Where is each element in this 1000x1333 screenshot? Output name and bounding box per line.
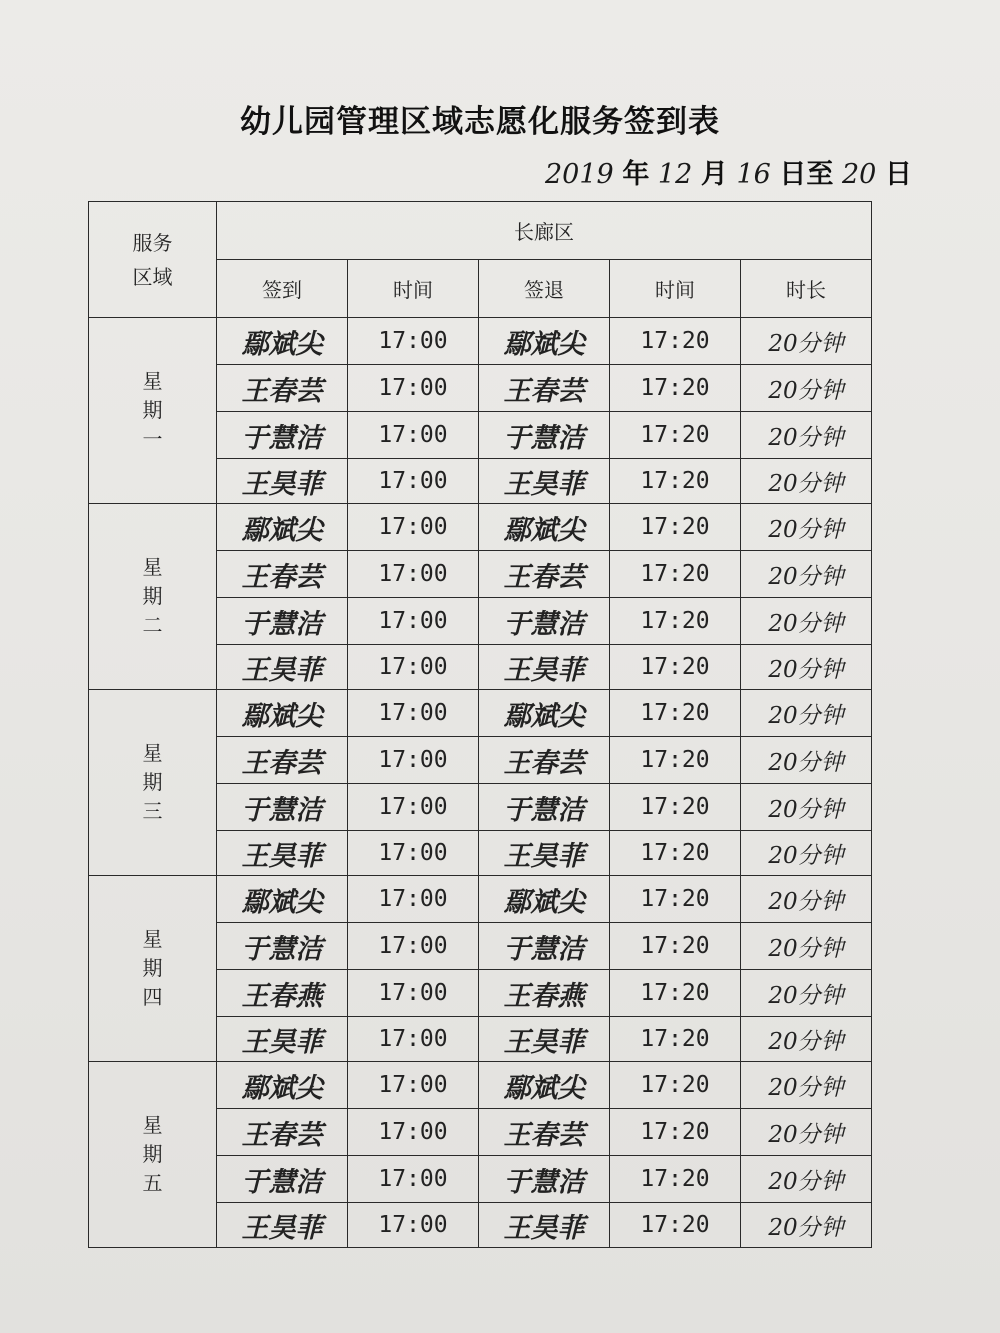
sign-out-name: 王春芸 <box>479 365 610 412</box>
sign-out-time: 17:20 <box>610 1156 741 1203</box>
day-label-char: 星 <box>142 1113 163 1137</box>
sign-in-name: 鄢斌尖 <box>217 1062 348 1109</box>
sign-out-time: 17:20 <box>610 831 741 876</box>
sign-out-time: 17:20 <box>610 1017 741 1062</box>
date-start-day: 16 <box>736 159 771 190</box>
sign-in-time: 17:00 <box>348 598 479 645</box>
duration: 20分钟 <box>741 1203 872 1248</box>
sign-in-time: 17:00 <box>348 784 479 831</box>
sign-out-name: 王昊菲 <box>479 1203 610 1248</box>
sign-out-name: 鄢斌尖 <box>479 504 610 551</box>
date-range <box>545 152 912 196</box>
sign-in-time: 17:00 <box>348 1017 479 1062</box>
duration: 20分钟 <box>741 923 872 970</box>
zone-label-line1: 服务 <box>132 230 173 255</box>
sign-out-name: 王春芸 <box>479 551 610 598</box>
day-label-char: 期 <box>142 770 163 794</box>
duration: 20分钟 <box>741 690 872 737</box>
sign-out-name: 王昊菲 <box>479 831 610 876</box>
sign-out-time: 17:20 <box>610 784 741 831</box>
duration: 20分钟 <box>741 645 872 690</box>
sign-out-time: 17:20 <box>610 1203 741 1248</box>
duration: 20分钟 <box>741 1017 872 1062</box>
sign-out-name: 鄢斌尖 <box>479 1062 610 1109</box>
col-header-sign-out: 签退 <box>479 260 610 318</box>
sign-out-time: 17:20 <box>610 551 741 598</box>
sign-in-name: 鄢斌尖 <box>217 690 348 737</box>
duration: 20分钟 <box>741 365 872 412</box>
duration: 20分钟 <box>741 504 872 551</box>
sign-in-name: 王昊菲 <box>217 1203 348 1248</box>
sign-in-name: 王昊菲 <box>217 645 348 690</box>
duration: 20分钟 <box>741 318 872 365</box>
date-month: 12 <box>657 159 693 190</box>
sign-in-name: 王春芸 <box>217 1109 348 1156</box>
sign-in-time: 17:00 <box>348 504 479 551</box>
sign-out-name: 王春芸 <box>479 1109 610 1156</box>
day-label-char: 星 <box>142 555 163 579</box>
sign-out-name: 王春芸 <box>479 737 610 784</box>
day-label <box>89 318 217 504</box>
sign-in-name: 于慧洁 <box>217 412 348 459</box>
day-label-char: 五 <box>142 1171 163 1195</box>
day-label <box>89 690 217 876</box>
sign-in-time: 17:00 <box>348 1109 479 1156</box>
sign-out-time: 17:20 <box>610 923 741 970</box>
sign-in-time: 17:00 <box>348 412 479 459</box>
sign-out-time: 17:20 <box>610 1109 741 1156</box>
zone-label-line2: 区域 <box>132 264 173 289</box>
day-label-char: 星 <box>142 369 163 393</box>
sign-out-name: 王昊菲 <box>479 459 610 504</box>
sign-in-name: 于慧洁 <box>217 598 348 645</box>
area-header: 长廊区 <box>217 202 872 260</box>
sign-out-time: 17:20 <box>610 412 741 459</box>
sign-in-time: 17:00 <box>348 1156 479 1203</box>
date-end-day: 20 <box>842 159 877 190</box>
col-header-sign-in: 签到 <box>217 260 348 318</box>
sign-in-time: 17:00 <box>348 459 479 504</box>
sign-in-name: 王春芸 <box>217 737 348 784</box>
duration: 20分钟 <box>741 737 872 784</box>
day-label-char: 期 <box>142 1142 163 1166</box>
duration: 20分钟 <box>741 598 872 645</box>
sign-out-time: 17:20 <box>610 645 741 690</box>
sign-in-name: 鄢斌尖 <box>217 318 348 365</box>
day-label-char: 星 <box>142 741 163 765</box>
date-year: 2019 <box>545 159 614 190</box>
day-label-char: 四 <box>142 985 163 1009</box>
day-label-char: 期 <box>142 398 163 422</box>
sign-out-name: 王春燕 <box>479 970 610 1017</box>
day-label-char: 一 <box>142 427 163 451</box>
sign-in-time: 17:00 <box>348 318 479 365</box>
col-header-duration: 时长 <box>741 260 872 318</box>
sign-out-name: 鄢斌尖 <box>479 690 610 737</box>
date-end-suffix: 日 <box>884 159 912 190</box>
sign-in-time: 17:00 <box>348 923 479 970</box>
sign-out-time: 17:20 <box>610 318 741 365</box>
sign-in-name: 于慧洁 <box>217 923 348 970</box>
date-range-word: 日至 <box>779 159 834 190</box>
duration: 20分钟 <box>741 831 872 876</box>
day-label <box>89 504 217 690</box>
sign-out-time: 17:20 <box>610 459 741 504</box>
duration: 20分钟 <box>741 1156 872 1203</box>
sign-in-name: 王昊菲 <box>217 831 348 876</box>
sign-in-time: 17:00 <box>348 737 479 784</box>
day-label-char: 期 <box>142 956 163 980</box>
table-row <box>89 876 872 923</box>
sign-out-name: 于慧洁 <box>479 412 610 459</box>
sign-in-name: 鄢斌尖 <box>217 504 348 551</box>
sign-out-name: 王昊菲 <box>479 645 610 690</box>
sign-in-name: 王昊菲 <box>217 1017 348 1062</box>
sign-in-time: 17:00 <box>348 970 479 1017</box>
table-body <box>89 318 872 1248</box>
sign-in-name: 于慧洁 <box>217 1156 348 1203</box>
table-row <box>89 690 872 737</box>
sign-in-time: 17:00 <box>348 1062 479 1109</box>
sign-in-time: 17:00 <box>348 690 479 737</box>
sign-in-time: 17:00 <box>348 645 479 690</box>
sign-in-name: 鄢斌尖 <box>217 876 348 923</box>
sign-in-name: 王春芸 <box>217 551 348 598</box>
day-label <box>89 1062 217 1248</box>
day-label-char: 星 <box>142 927 163 951</box>
sign-out-time: 17:20 <box>610 737 741 784</box>
duration: 20分钟 <box>741 876 872 923</box>
duration: 20分钟 <box>741 459 872 504</box>
date-year-suffix: 年 <box>622 159 650 190</box>
sign-out-time: 17:20 <box>610 504 741 551</box>
duration: 20分钟 <box>741 551 872 598</box>
table-row <box>89 504 872 551</box>
sign-out-name: 鄢斌尖 <box>479 876 610 923</box>
date-month-suffix: 月 <box>700 159 728 190</box>
day-label-char: 三 <box>142 799 163 823</box>
day-label <box>89 876 217 1062</box>
table-row <box>89 318 872 365</box>
day-label-char: 期 <box>142 584 163 608</box>
duration: 20分钟 <box>741 970 872 1017</box>
sign-in-time: 17:00 <box>348 831 479 876</box>
sign-out-time: 17:20 <box>610 876 741 923</box>
sign-out-name: 于慧洁 <box>479 784 610 831</box>
duration: 20分钟 <box>741 412 872 459</box>
day-label-char: 二 <box>142 613 163 637</box>
sign-in-time: 17:00 <box>348 551 479 598</box>
page-title: 幼儿园管理区域志愿化服务签到表 <box>240 104 720 140</box>
sign-out-time: 17:20 <box>610 970 741 1017</box>
zone-header <box>89 202 217 318</box>
col-header-time-out: 时间 <box>610 260 741 318</box>
duration: 20分钟 <box>741 784 872 831</box>
sign-in-name: 王春芸 <box>217 365 348 412</box>
sign-out-time: 17:20 <box>610 690 741 737</box>
duration: 20分钟 <box>741 1109 872 1156</box>
duration: 20分钟 <box>741 1062 872 1109</box>
sign-out-name: 王昊菲 <box>479 1017 610 1062</box>
sign-out-time: 17:20 <box>610 365 741 412</box>
sign-out-name: 鄢斌尖 <box>479 318 610 365</box>
sign-out-time: 17:20 <box>610 1062 741 1109</box>
sign-out-time: 17:20 <box>610 598 741 645</box>
sign-in-time: 17:00 <box>348 876 479 923</box>
sign-in-name: 于慧洁 <box>217 784 348 831</box>
sign-out-name: 于慧洁 <box>479 923 610 970</box>
sign-in-table <box>88 201 872 1248</box>
sign-in-name: 王春燕 <box>217 970 348 1017</box>
col-header-time-in: 时间 <box>348 260 479 318</box>
sign-out-name: 于慧洁 <box>479 598 610 645</box>
table-row <box>89 1062 872 1109</box>
sign-in-name: 王昊菲 <box>217 459 348 504</box>
sign-out-name: 于慧洁 <box>479 1156 610 1203</box>
sign-in-time: 17:00 <box>348 1203 479 1248</box>
sign-in-time: 17:00 <box>348 365 479 412</box>
